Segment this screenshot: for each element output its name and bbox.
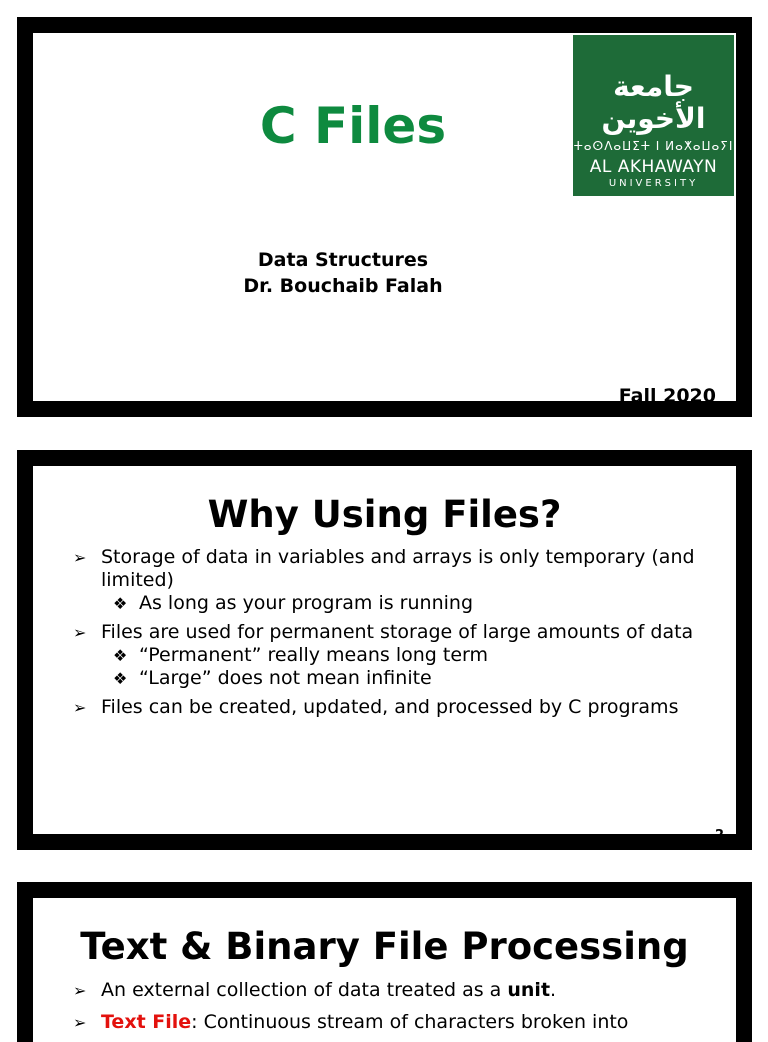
university-logo — [573, 35, 734, 196]
arrowhead-bullet-icon: ➢ — [73, 1013, 87, 1032]
bullet-item: ➢ Files can be created, updated, and processed by C programs — [73, 696, 679, 718]
slide-2-content — [33, 466, 736, 843]
instructor-name: Dr. Bouchaib Falah — [243, 275, 443, 297]
slide-2 — [17, 450, 752, 850]
bullet-list — [73, 979, 720, 1040]
slide-1 — [17, 17, 752, 417]
course-name: Data Structures — [257, 249, 429, 271]
bullet-item: ➢ Text File: Continuous stream of characters broken into — [73, 1011, 629, 1033]
sub-bullet-item: ❖ As long as your program is running — [113, 592, 474, 614]
arrowhead-bullet-icon: ➢ — [73, 698, 87, 717]
sub-bullet-item: ❖ “Large” does not mean infinite — [113, 667, 432, 689]
slide-1-content — [33, 33, 736, 407]
text-file-term: Text File — [101, 1011, 192, 1033]
logo-name: AL AKHAWAYN — [589, 157, 718, 177]
diamond-bullet-icon: ❖ — [113, 594, 128, 613]
bullet-list — [73, 546, 720, 725]
sub-bullet-item: ❖ “Permanent” really means long term — [113, 644, 489, 666]
arrowhead-bullet-icon: ➢ — [73, 981, 87, 1000]
arrowhead-bullet-icon: ➢ — [73, 623, 87, 642]
logo-university: UNIVERSITY — [608, 178, 699, 189]
logo-arabic-text: جامعة الأخوين — [601, 70, 706, 135]
bullet-item: ➢ An external collection of data treated as a unit. — [73, 979, 557, 1001]
logo-tifinagh-text: ⵜⴰⵙⴷⴰⵡⵉⵜ ⵏ ⵍⴰⵅⴰⵡⴰⵢⵏ — [573, 139, 734, 153]
slide-title: Why Using Files? — [207, 493, 562, 536]
slide-3 — [17, 882, 752, 1042]
slide-subtitle — [173, 247, 513, 299]
term-label: Fall 2020 — [618, 385, 716, 407]
diamond-bullet-icon: ❖ — [113, 669, 128, 688]
arrowhead-bullet-icon: ➢ — [73, 548, 87, 567]
bullet-item: ➢ Files are used for permanent storage of large amounts of data — [73, 621, 694, 643]
slide-3-content — [33, 898, 736, 1042]
bullet-item: ➢ Storage of data in variables and arrays is only temporary (and limited) — [73, 546, 695, 591]
diamond-bullet-icon: ❖ — [113, 646, 128, 665]
slide-title: C Files — [259, 97, 447, 155]
slide-title: Text & Binary File Processing — [80, 925, 689, 968]
page-number: 2 — [714, 828, 724, 843]
